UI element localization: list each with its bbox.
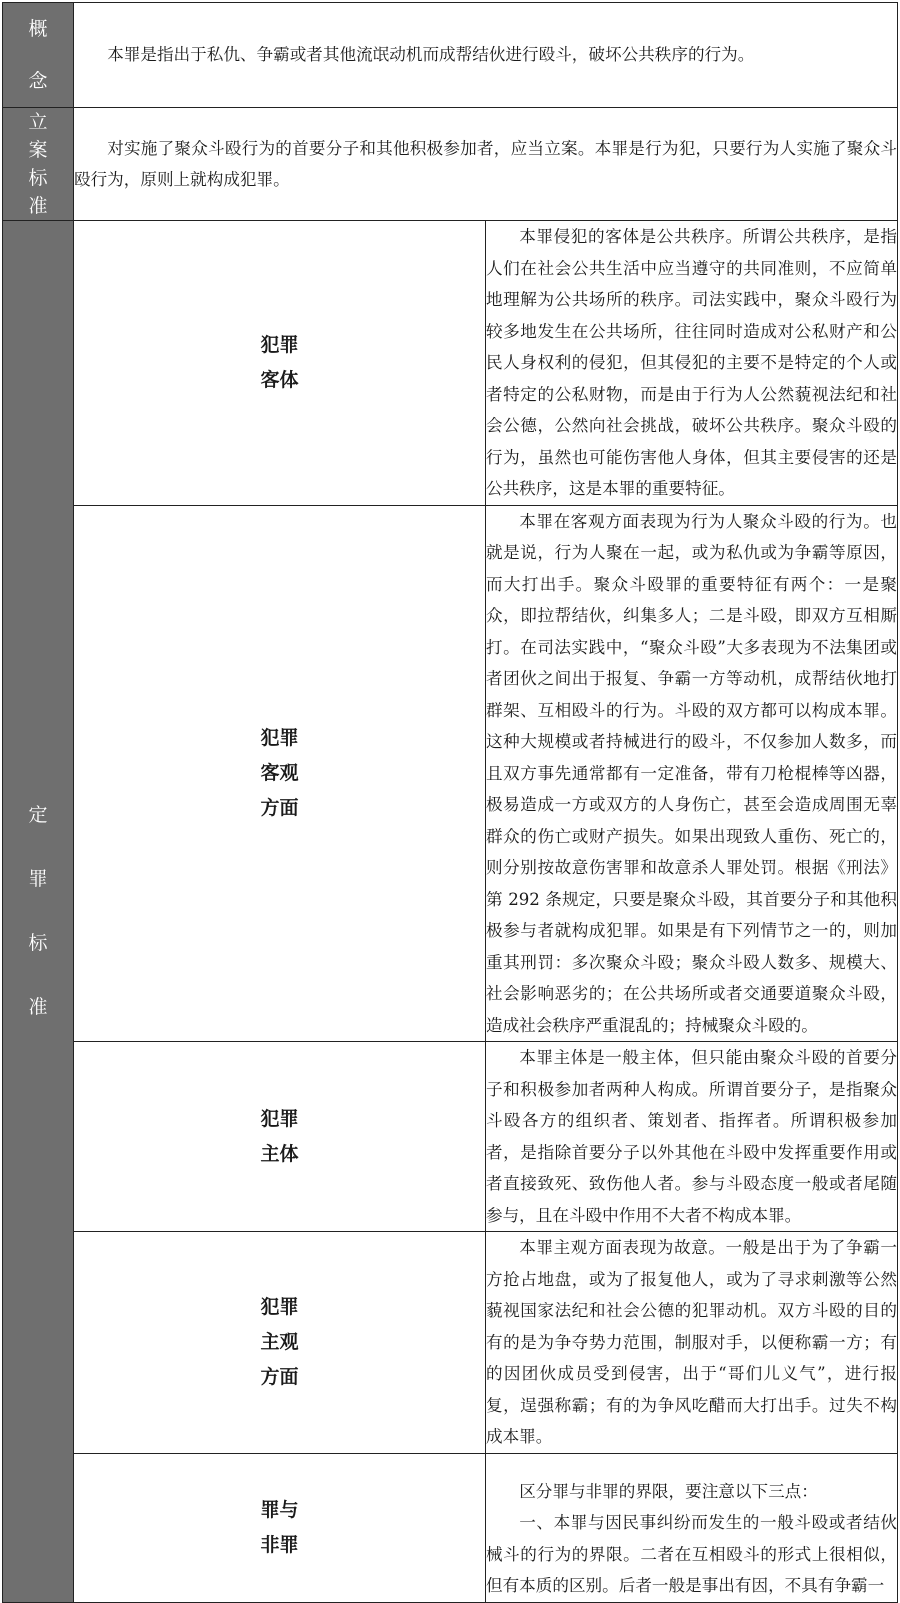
side-char: 标 (28, 167, 48, 189)
label-line: 罪与 (260, 1498, 299, 1521)
paragraph: 区分罪与非罪的界限，要注意以下三点： (519, 1481, 818, 1501)
crime-or-not-text-cell (486, 1453, 898, 1602)
label-line: 犯罪 (260, 1295, 299, 1318)
paragraph: 一、本罪与因民事纠纷而发生的一般斗殴或者结伙械斗的行为的界限。二者在互相殴斗的形式上很相似，但有本质的区别。后者一般是事出有因，不具有争霸一 (486, 1513, 897, 1595)
crime-or-not-row (3, 1453, 898, 1602)
subjective-aspect-row (3, 1232, 898, 1454)
label-line: 客观 (260, 761, 299, 784)
side-char: 概 (28, 18, 48, 40)
object-row (3, 221, 898, 506)
paragraph: 本罪主体是一般主体，但只能由聚众斗殴的首要分子和积极参加者两种人构成。所谓首要分子，是指聚众斗殴各方的组织者、策划者、指挥者。所谓积极参加者，是指除首要分子以外其他在斗殴中发挥重要作用或者直接致死、致伤他人者。参与斗殴态度一般或者尾随参与，且在斗殴中作用不大者不构成本罪。 (486, 1048, 897, 1225)
objective-aspect-row (3, 505, 898, 1042)
concept-row (3, 3, 898, 108)
side-label-filing (3, 108, 74, 221)
concept-text-cell (74, 3, 898, 108)
label-line: 方面 (260, 796, 299, 819)
side-char: 案 (28, 139, 48, 161)
filing-text-cell (74, 108, 898, 221)
label-line: 客体 (260, 368, 299, 391)
paragraph: 本罪在客观方面表现为行为人聚众斗殴的行为。也就是说，行为人聚在一起，或为私仇或为争霸等原因，而大打出手。聚众斗殴罪的重要特征有两个：一是聚众，即拉帮结伙，纠集多人；二是斗殴，即双方互相厮打。在司法实践中，“聚众斗殴”大多表现为不法集团或者团伙之间出于报复、争霸一方等动机，成帮结伙地打群架、互相殴斗的行为。斗殴的双方都可以构成本罪。这种大规模或者持械进行的殴斗，不仅参加人数多，而且双方事先通常都有一定准备，带有刀枪棍棒等凶器，极易造成一方或双方的人身伤亡，甚至会造成周围无辜群众的伤亡或财产损失。如果出现致人重伤、死亡的，则分别按故意伤害罪和故意杀人罪处罚。根据《刑法》第 292 条规定，只要是聚众斗殴，其首要分子和其他积极参与者就构成犯罪。如果是有下列情节之一的，则加重其刑罚：多次聚众斗殴；聚众斗殴人数多、规模大、社会影响恶劣的；在公共场所或者交通要道聚众斗殴，造成社会秩序严重混乱的；持械聚众斗殴的。 (486, 511, 897, 1035)
filing-row (3, 108, 898, 221)
objective-aspect-text-cell (486, 505, 898, 1042)
label-line: 犯罪 (260, 726, 299, 749)
side-char: 定 (28, 804, 48, 827)
side-char: 罪 (28, 868, 48, 891)
label-subjective-aspect (74, 1232, 486, 1454)
side-label-conviction (3, 221, 74, 1603)
label-line: 主体 (260, 1142, 299, 1165)
paragraph: 本罪主观方面表现为故意。一般是出于为了争霸一方抢占地盘，或为了报复他人，或为了寻求刺激等公然藐视国家法纪和社会公德的犯罪动机。双方斗殴的目的有的是为争夺势力范围，制服对手，以便称霸一方；有的因团伙成员受到侵害，出于“哥们儿义气”，进行报复，逞强称霸；有的为争风吃醋而大打出手。过失不构成本罪。 (486, 1238, 897, 1446)
label-line: 方面 (260, 1365, 299, 1388)
side-char: 准 (28, 996, 48, 1019)
label-crime-object (74, 221, 486, 506)
crime-object-text-cell (486, 221, 898, 506)
paragraph: 本罪侵犯的客体是公共秩序。所谓公共秩序，是指人们在社会公共生活中应当遵守的共同准则，不应简单地理解为公共场所的秩序。司法实践中，聚众斗殴行为较多地发生在公共场所，往往同时造成对公私财产和公民人身权利的侵犯，但其侵犯的主要不是特定的个人或者特定的公私财物，而是由于行为人公然藐视法纪和社会公德，公然向社会挑战，破坏公共秩序。聚众斗殴的行为，虽然也可能伤害他人身体，但其主要侵害的还是公共秩序，这是本罪的重要特征。 (486, 227, 897, 498)
label-line: 非罪 (260, 1533, 299, 1556)
label-line: 犯罪 (260, 1107, 299, 1130)
concept-text: 本罪是指出于私仇、争霸或者其他流氓动机而成帮结伙进行殴斗，破坏公共秩序的行为。 (107, 45, 755, 65)
subjective-aspect-text-cell (486, 1232, 898, 1454)
side-char: 准 (28, 195, 48, 217)
side-char: 标 (28, 932, 48, 955)
filing-text: 对实施了聚众斗殴行为的首要分子和其他积极参加者，应当立案。本罪是行为犯，只要行为人实施了聚众斗殴行为，原则上就构成犯罪。 (74, 138, 897, 189)
side-char: 立 (28, 111, 48, 133)
label-line: 犯罪 (260, 333, 299, 356)
label-line: 主观 (260, 1330, 299, 1353)
crime-info-table (2, 2, 898, 1603)
side-char: 念 (28, 70, 48, 92)
side-label-concept (3, 3, 74, 108)
label-objective-aspect (74, 505, 486, 1042)
label-crime-or-not (74, 1453, 486, 1602)
subject-row (3, 1042, 898, 1232)
crime-subject-text-cell (486, 1042, 898, 1232)
label-crime-subject (74, 1042, 486, 1232)
